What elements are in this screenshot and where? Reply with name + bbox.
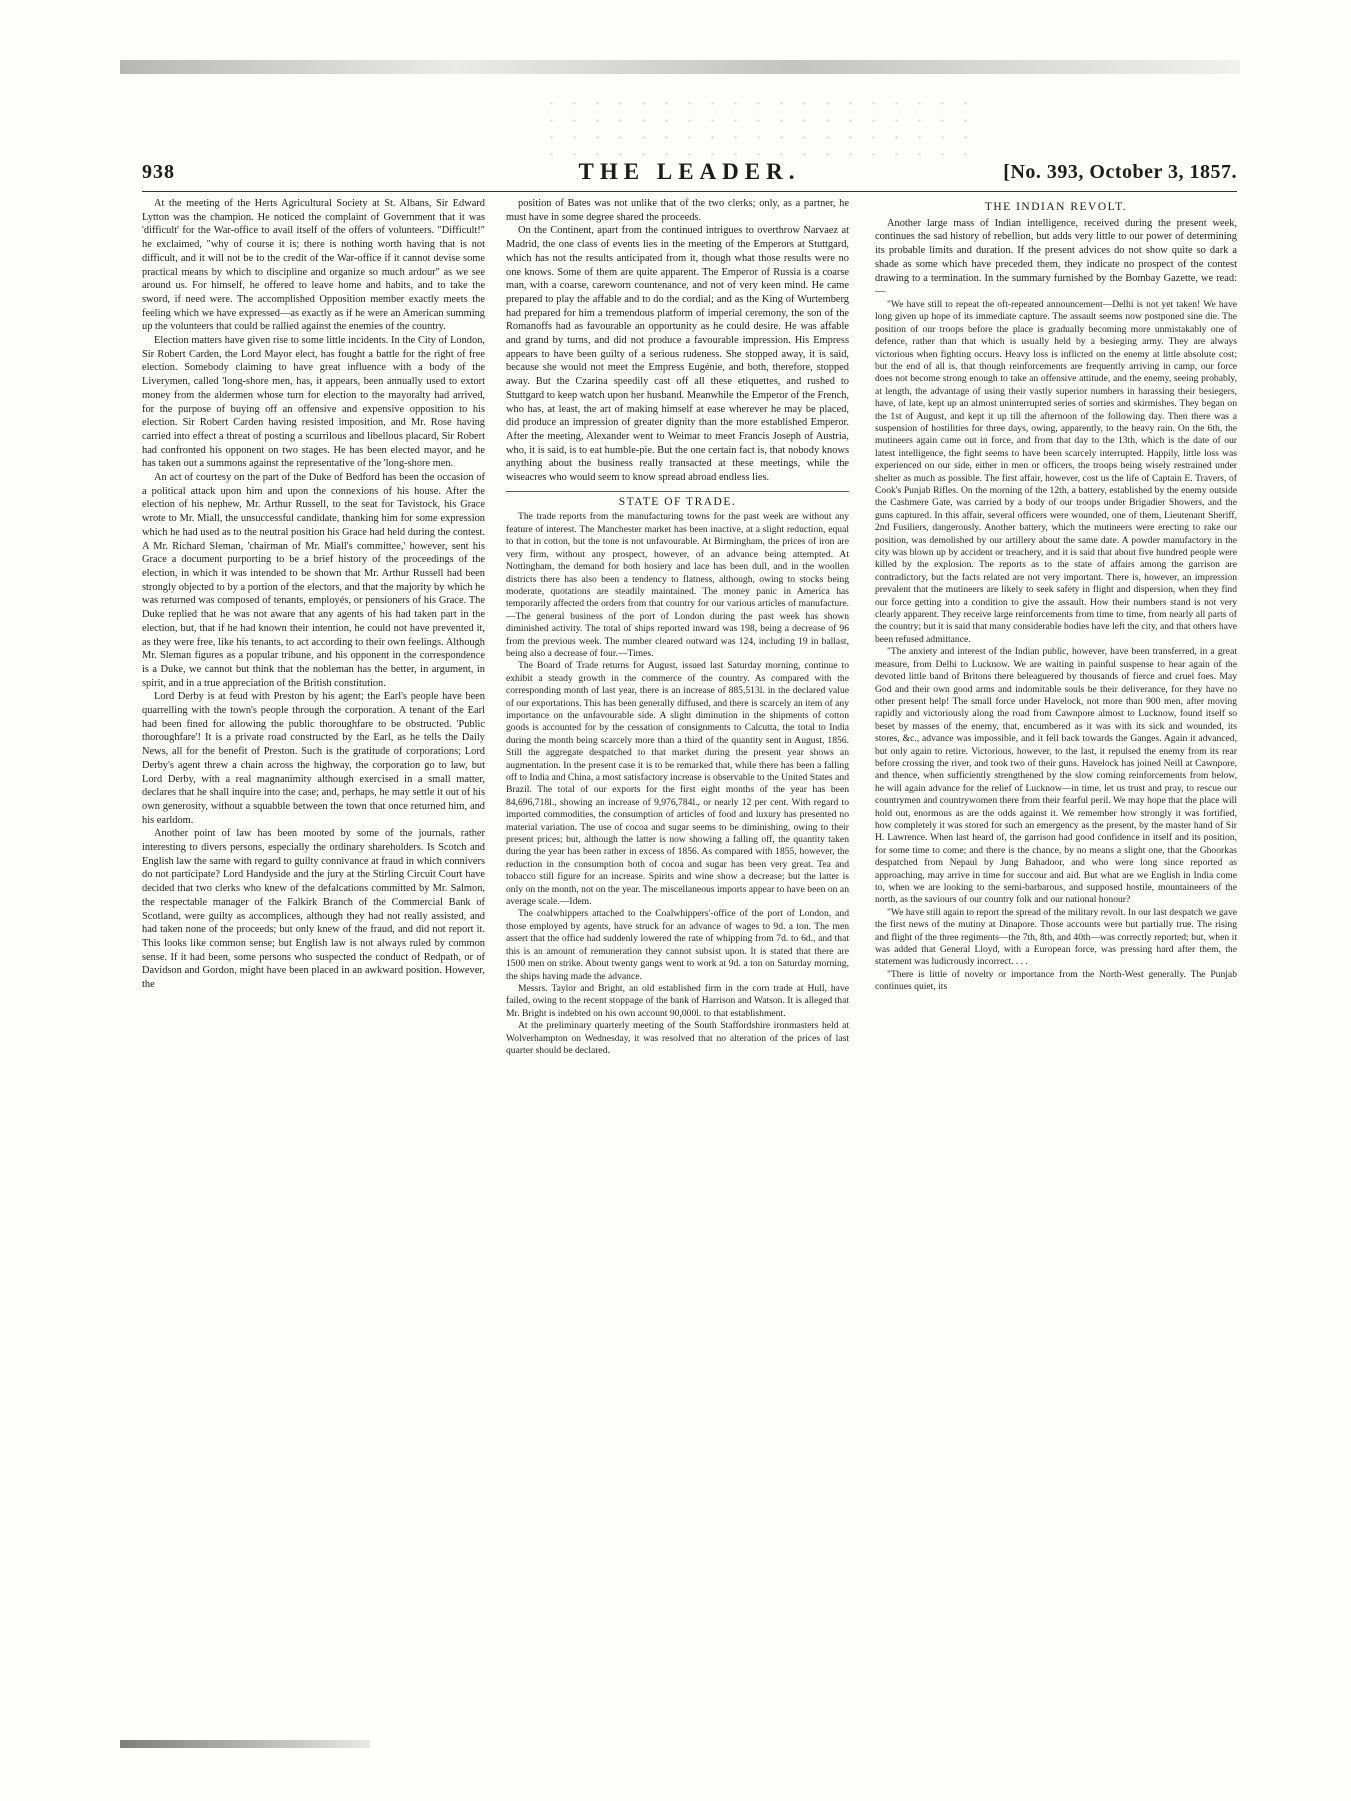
quoted-paragraph: "The anxiety and interest of the Indian public, however, have been transferred, in a great measure, from Delhi to Lucknow. We are waiting in painful suspense to hear again of the devoted little band of Britons there beleaguered by thousands of fierce and cruel foes. May God and their own good arms and indomitable souls be their deliverance, for they have no other present help! The small force under Havelock, not more than 900 men, after moving rapidly and victoriously along the road from Cawnpore almost to Lucknow, found itself so beset by masses of the enemy, that, encumbered as it was with its sick and wounded, its stores, &c., advance was impossible, and it fell back towards the Ganges. Again it advanced, but only again to retire. Victorious, however, to the last, it repulsed the enemy from its rear before crossing the river, and took two of their guns. Havelock has joined Neill at Cawnpore, and thence, when sufficiently strengthened by the slow coming reinforcements from below, he will again advance for the relief of Lucknow—in time, let us trust and pray, to rescue our countrymen and countrywomen there from their fearful peril. We may hope that the place will hold out, enormous as are the odds against it. We remember how strongly it was fortified, how completely it was stored for such an emergency as the present, by the master hand of Sir H. Lawrence. When last heard of, the garrison had good confidence in itself and its position, for some time to come; and there is the chance, by no means a slight one, that the Ghoorkas despatched from Nepaul by Jung Bahadoor, and who were long since reported as approaching, may arrive in time for succour and aid. But what are we English in India come to, when we are looking to the semi-barbarous, and supposed hostile, mountaineers of the north, as the saviours of our country folk and our national honour? (875, 646, 1237, 906)
paragraph: The coalwhippers attached to the Coalwhippers'-office of the port of London, and those employed by agents, have struck for an advance of wages to 9d. a ton. The men assert that the office had suddenly lowered the rate of whipping from 7d. to 6d., and that this is an amount of remuneration they cannot subsist upon. It is stated that there are 1500 men on strike. About twenty gangs went to work at 9d. a ton on Saturday morning, the ships having made the advance. (506, 908, 849, 982)
quoted-paragraph: "There is little of novelty or importance from the North-West generally. The Punjab continues quiet, its (875, 968, 1237, 993)
column-1 (142, 197, 485, 1737)
quoted-paragraph: "We have still to repeat the oft-repeated announcement—Delhi is not yet taken! We have long given up hope of its immediate capture. The assault seems now postponed sine die. The position of our troops before the place is gradually becoming more unmistakably one of defence, rather than that which is usually held by a besieging army. They are always victorious when fighting occurs. Heavy loss is inflicted on the enemy at little absolute cost; but the end of all is, that though reinforcements are frequently arriving in camp, our force does not become strong enough to take an offensive attitude, and the enemy, seeing probably, at length, the advantage of using their vastly superior numbers in harassing their besiegers, have, of late, kept up an almost uninterrupted series of sorties and skirmishes. They began on the 1st of August, and kept it up till the afternoon of the following day. Then there was a suspension of hostilities for three days, owing, apparently, to the heavy rain. On the 6th, the mutineers again came out in force, and from that day to the 13th, which is the date of our latest intelligence, the fight seems to have been scarcely interrupted. Happily, little loss was experienced on our side, either in men or officers, the troops being wisely restrained under shelter as much as possible. The first affair, however, cost us the life of Captain E. Travers, of Cook's Punjab Rifles. On the morning of the 12th, a battery, established by the enemy outside the Cashmere Gate, was carried by a body of our troops under Brigadier Showers, and the guns captured. In this affair, several officers were wounded, one of them, Lieutenant Sheriff, 2nd Fusiliers, dangerously. Another battery, which the mutineers were erecting to rake our position, was demolished by our artillery about the same date. A powder manufactory in the city was blown up by accident or treachery, and it is said that about five hundred people were killed by the explosion. The reports as to the state of affairs among the garrison are contradictory, but the facts related are not very important. There is, however, an impression prevalent that the mutineers are likely to seek safety in flight and dispersion, when they find our force getting into a condition to give the assault. How their numbers stand is not very clearly apparent. They receive large reinforcements from time to time, from nearly all parts of the country; but it is said that many considerable bodies have left the city, and that others have been refused admittance. (875, 298, 1237, 645)
paragraph: Messrs. Taylor and Bright, an old established firm in the corn trade at Hull, have failed, owing to the recent stoppage of the bank of Harrison and Watson. It is alleged that Mr. Bright is indebted on his own account 90,000l. to that establishment. (506, 982, 849, 1019)
paragraph: position of Bates was not unlike that of the two clerks; only, as a partner, he must have in some degree shared the proceeds. (506, 198, 849, 223)
issue-date: [No. 393, October 3, 1857. (1003, 161, 1237, 183)
paragraph: Another point of law has been mooted by some of the journals, rather interesting to divers persons, especially the ordinary shareholders. Is Scotch and English law the same with regard to guilty connivance at fraud in which connivers do not participate? Lord Handyside and the jury at the Stirling Circuit Court have decided that two clerks who knew of the defalcations committed by Mr. Salmon, the respectable manager of the Falkirk Branch of the Commercial Bank of Scotland, were guilty as accomplices, although they had not really assisted, and had taken none of the proceeds; but only knew of the fraud, and did not report it. This looks like common sense; but English law is not always ruled by common sense. If it had been, some persons who suspected the conduct of Redpath, or of Davidson and Gordon, might have been placed in an awkward position. However, the (142, 828, 485, 991)
paragraph: The trade reports from the manufacturing towns for the past week are without any feature of interest. The Manchester market has been inactive, at a slight reduction, equal to that in cotton, but the tone is not unfavourable. At Birmingham, the prices of iron are very firm, without any prospect, however, of an advance being attempted. At Nottingham, the demand for both hosiery and lace has been dull, and in the woollen districts there has also been a tendency to flatness, although, owing to stocks being moderate, quotations are steadily maintained. The money panic in America has temporarily affected the orders from that country for our various articles of manufacture.—The general business of the port of London during the past week has shown diminished activity. The total of ships reported inward was 198, being a decrease of 96 from the previous week. The number cleared outward was 124, including 19 in ballast, being also a decrease of four.—Times. (506, 511, 849, 659)
paragraph: At the preliminary quarterly meeting of the South Staffordshire ironmasters held at Wolverhampton on Wednesday, it was resolved that no alteration of the prices of last quarter should be declared. (506, 1020, 849, 1056)
section-heading-revolt: THE INDIAN REVOLT. (984, 201, 1128, 213)
masthead-title: THE LEADER. (578, 159, 801, 184)
column-2 (506, 197, 849, 1737)
paragraph: The Board of Trade returns for August, issued last Saturday morning, continue to exhibit a steady growth in the commerce of the country. As compared with the corresponding month of last year, there is an increase of 885,513l. in the declared value of our exportations. This has been generally diffused, and there is scarcely an item of any importance on the unfavourable side. A slight diminution in the shipments of cotton goods is accounted for by the cessation of consignments to Calcutta, the total to India during the month being scarcely more than a third of the quantity sent in August, 1856. Still the aggregate despatched to that market during the present year shows an augmentation. In the present case it is to be remarked that, while there has been a falling off to India and China, a most satisfactory increase is observable to the United States and Brazil. The total of our exports for the first eight months of the year has been 84,696,718l., showing an increase of 9,976,784l., or nearly 12 per cent. With regard to imported commodities, the consumption of articles of food and luxury has presented no material variation. The use of cocoa and sugar seems to be diminishing, owing to their present prices; but, although the latter is now showing a falling off, the quantity taken during the year has been rather in excess of 1856. As compared with 1855, however, the reduction in the consumption both of cocoa and sugar has been very great. Tea and tobacco still figure for an increase. Spirits and wine show a decrease; but the latter is only on the month, not on the year. The miscellaneous imports appear to have been on an average scale.—Idem. (506, 660, 849, 908)
paragraph: An act of courtesy on the part of the Duke of Bedford has been the occasion of a political attack upon him and upon the connexions of his house. After the election of his nephew, Mr. Arthur Russell, to the seat for Tavistock, his Grace wrote to Mr. Miall, the unsuccessful candidate, thanking him for some expression which he had used as to the neutral position his Grace had held during the contest. A Mr. Richard Sleman, 'chairman of Mr. Miall's committee,' however, sent his Grace a document purporting to be a brief history of the proceedings of the election, in which it was intended to be shown that Mr. Arthur Russell had been strongly objected to by a portion of the electors, and that the majority by which he was returned was composed of tenants, employés, or pensioners of his Grace. The Duke replied that he was not aware that any agents of his had taken part in the election, but, that if he had known their intention, he could not have prevented it, as they were free, like his tenants, to act according to their own feelings. Although Mr. Sleman figures as a popular tribune, and his opponent in the correspondence is a Duke, we cannot but think that the nobleman has the better, in argument, in spirit, and in a true appreciation of the British constitution. (142, 472, 485, 689)
paragraph: Lord Derby is at feud with Preston by his agent; the Earl's people have been quarrelling with the town's people through the corporation. A tenant of the Earl had been fined for allowing the public thoroughfare to be obstructed. 'Public thoroughfare'! It is a private road constructed by the Earl, as he tells the Daily News, all for the benefit of Preston. Such is the gratitude of corporations; Lord Derby's agent threw a chain across the highway, the corporation go to law, but Lord Derby, with a real magnanimity although exercised in a small matter, declares that he shall inquire into the case; and, perhaps, he may settle it out of his own generosity, without a squabble between the town that once returned him, and his earldom. (142, 691, 485, 826)
column-3 (875, 197, 1237, 1737)
paragraph: Another large mass of Indian intelligence, received during the present week, continues the sad history of rebellion, but adds very little to our power of determining its probable limits and duration. If the present advices do not show quite so dark a shade as some which have preceded them, they indicate no prospect of the contest drawing to a termination. In the summary furnished by the Bombay Gazette, we read:— (875, 217, 1237, 298)
paragraph: At the meeting of the Herts Agricultural Society at St. Albans, Sir Edward Lytton was the champion. He noticed the complaint of Government that it was 'difficult' for the War-office to avail itself of the offers of volunteers. "Difficult!" he exclaimed, "why of course it is; there is nothing worth having that is not difficult, and it will not be to the credit of the War-office if it cannot devise some practical means by which to discipline and organize so much ardour" as we see around us. For himself, he offered to leave home and habits, and to take the sword, if need were. The accomplished Opposition member exactly meets the feeling which we have expressed—as exactly as if he were an American summing up the volunteers that could be rallied against the enemies of the country. (142, 198, 485, 333)
ink-specks (540, 95, 980, 155)
ink-smudge-bottom (120, 1740, 370, 1748)
section-heading-trade: STATE OF TRADE. (506, 491, 849, 510)
page-number: 938 (142, 161, 175, 183)
page-header (142, 159, 1237, 192)
ink-smudge-top (120, 60, 1240, 74)
paragraph: On the Continent, apart from the continued intrigues to overthrow Narvaez at Madrid, the one class of events lies in the meeting of the Emperors at Stuttgard, which has not the results anticipated from it, though what those results were no one knows. Some of them are quite apparent. The Emperor of Russia is a coarse man, with a coarse, careworn countenance, and not of very keen mind. He came prepared to play the affable and to do the cordial; and as the King of Wurtemberg had prepared for him a tremendous platform of imperial ceremony, the son of the Romanoffs had as favourable an opportunity as he could desire. He was affable and grand by turns, and did not produce a favourable impression. His Empress appears to have been guilty of a serious rudeness. She stopped away, it is said, because she would not meet the Empress Eugénie, and both, therefore, stopped away. But the Czarina speedily cast off all these etiquettes, and rushed to Stuttgard to keep watch upon her husband. Meanwhile the Emperor of the French, who has, at least, the art of making himself at ease wherever he may be placed, did produce an impression of greater dignity than the more established Emperor. After the meeting, Alexander went to Weimar to meet Francis Joseph of Austria, who, it is said, is to eat humble-pie. But the one certain fact is, that nobody knows anything about the business really transacted at these meetings, while the wiseacres who would seem to know spread abroad endless lies. (506, 225, 849, 484)
paragraph: Election matters have given rise to some little incidents. In the City of London, Sir Robert Carden, the Lord Mayor elect, has fought a battle for the right of free election. Somebody claiming to have great influence with a body of the Liverymen, called 'long-shore men, has, it appears, been annually used to extort money from the aldermen whose turn for election to the mayoralty had arrived, for the purpose of buying off an offensive and expensive opposition to his election. Sir Robert Carden having resisted imposition, and Mr. Rose having carried into effect a threat of posting a scurrilous and libellous placard, Sir Robert had confronted his opponent on two stages. He has been elected mayor, and he has taken out a summons against the representative of the 'long-shore men. (142, 335, 485, 470)
quoted-paragraph: "We have still again to report the spread of the military revolt. In our last despatch we gave the first news of the mutiny at Dinapore. Those accounts were but partially true. The rising and flight of the three regiments—the 7th, 8th, and 40th—was correctly reported; but, when it was added that General Lloyd, with a European force, was pressing hard after them, the statement was ludicrously incorrect. . . . (875, 906, 1237, 968)
